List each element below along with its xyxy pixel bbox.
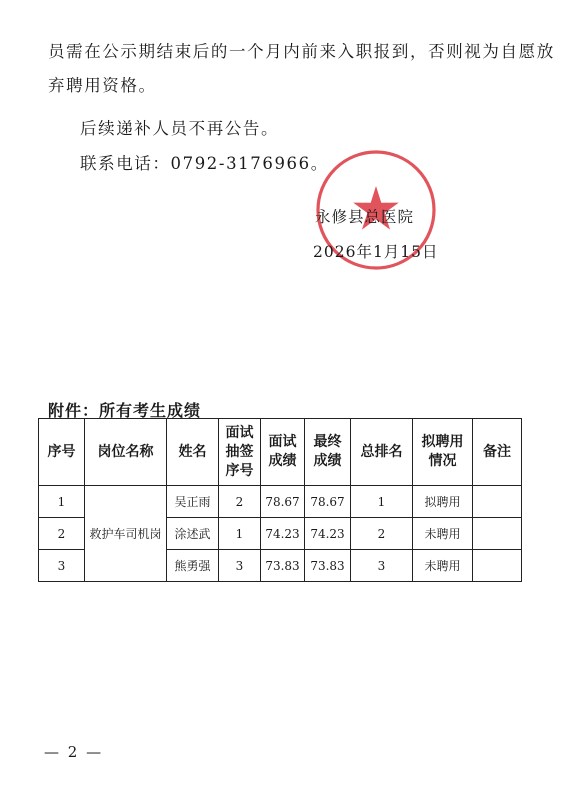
scores-table: [38, 418, 522, 582]
cell-rank: 3: [351, 550, 413, 582]
cell-interview: 73.83: [261, 550, 305, 582]
cell-note: [473, 486, 522, 518]
contact-phone-line: 联系电话：0792-3176966。: [80, 154, 329, 173]
cell-status: 未聘用: [413, 550, 473, 582]
cell-no: 1: [39, 486, 85, 518]
cell-final: 78.67: [305, 486, 351, 518]
header-position: 岗位名称: [85, 419, 167, 486]
body-line-2: 弃聘用资格。: [48, 76, 157, 95]
cell-status: 拟聘用: [413, 486, 473, 518]
header-no: 序号: [39, 419, 85, 486]
cell-name: 涂述武: [167, 518, 219, 550]
cell-draw: 3: [219, 550, 261, 582]
cell-no: 2: [39, 518, 85, 550]
body-line-3: 后续递补人员不再公告。: [80, 119, 280, 138]
cell-final: 74.23: [305, 518, 351, 550]
cell-draw: 1: [219, 518, 261, 550]
cell-draw: 2: [219, 486, 261, 518]
table-row: [39, 486, 522, 518]
table-header-row: [39, 419, 522, 486]
header-final: 最终 成绩: [305, 419, 351, 486]
cell-rank: 1: [351, 486, 413, 518]
cell-position: 救护车司机岗: [85, 486, 167, 582]
header-rank: 总排名: [351, 419, 413, 486]
cell-interview: 74.23: [261, 518, 305, 550]
attachment-title: 附件：所有考生成绩: [48, 401, 202, 420]
cell-name: 吴正雨: [167, 486, 219, 518]
cell-note: [473, 550, 522, 582]
header-name: 姓名: [167, 419, 219, 486]
page-number: — 2 —: [44, 743, 104, 761]
header-draw: 面试 抽签 序号: [219, 419, 261, 486]
cell-final: 73.83: [305, 550, 351, 582]
cell-status: 未聘用: [413, 518, 473, 550]
header-status: 拟聘用 情况: [413, 419, 473, 486]
cell-name: 熊勇强: [167, 550, 219, 582]
signature-date: 2026年1月15日: [313, 243, 439, 261]
cell-interview: 78.67: [261, 486, 305, 518]
signature-organization: 永修县总医院: [315, 208, 415, 226]
body-line-1: 员需在公示期结束后的一个月内前来入职报到，否则视为自愿放: [48, 42, 555, 61]
cell-note: [473, 518, 522, 550]
header-interview: 面试 成绩: [261, 419, 305, 486]
cell-rank: 2: [351, 518, 413, 550]
cell-no: 3: [39, 550, 85, 582]
header-note: 备注: [473, 419, 522, 486]
